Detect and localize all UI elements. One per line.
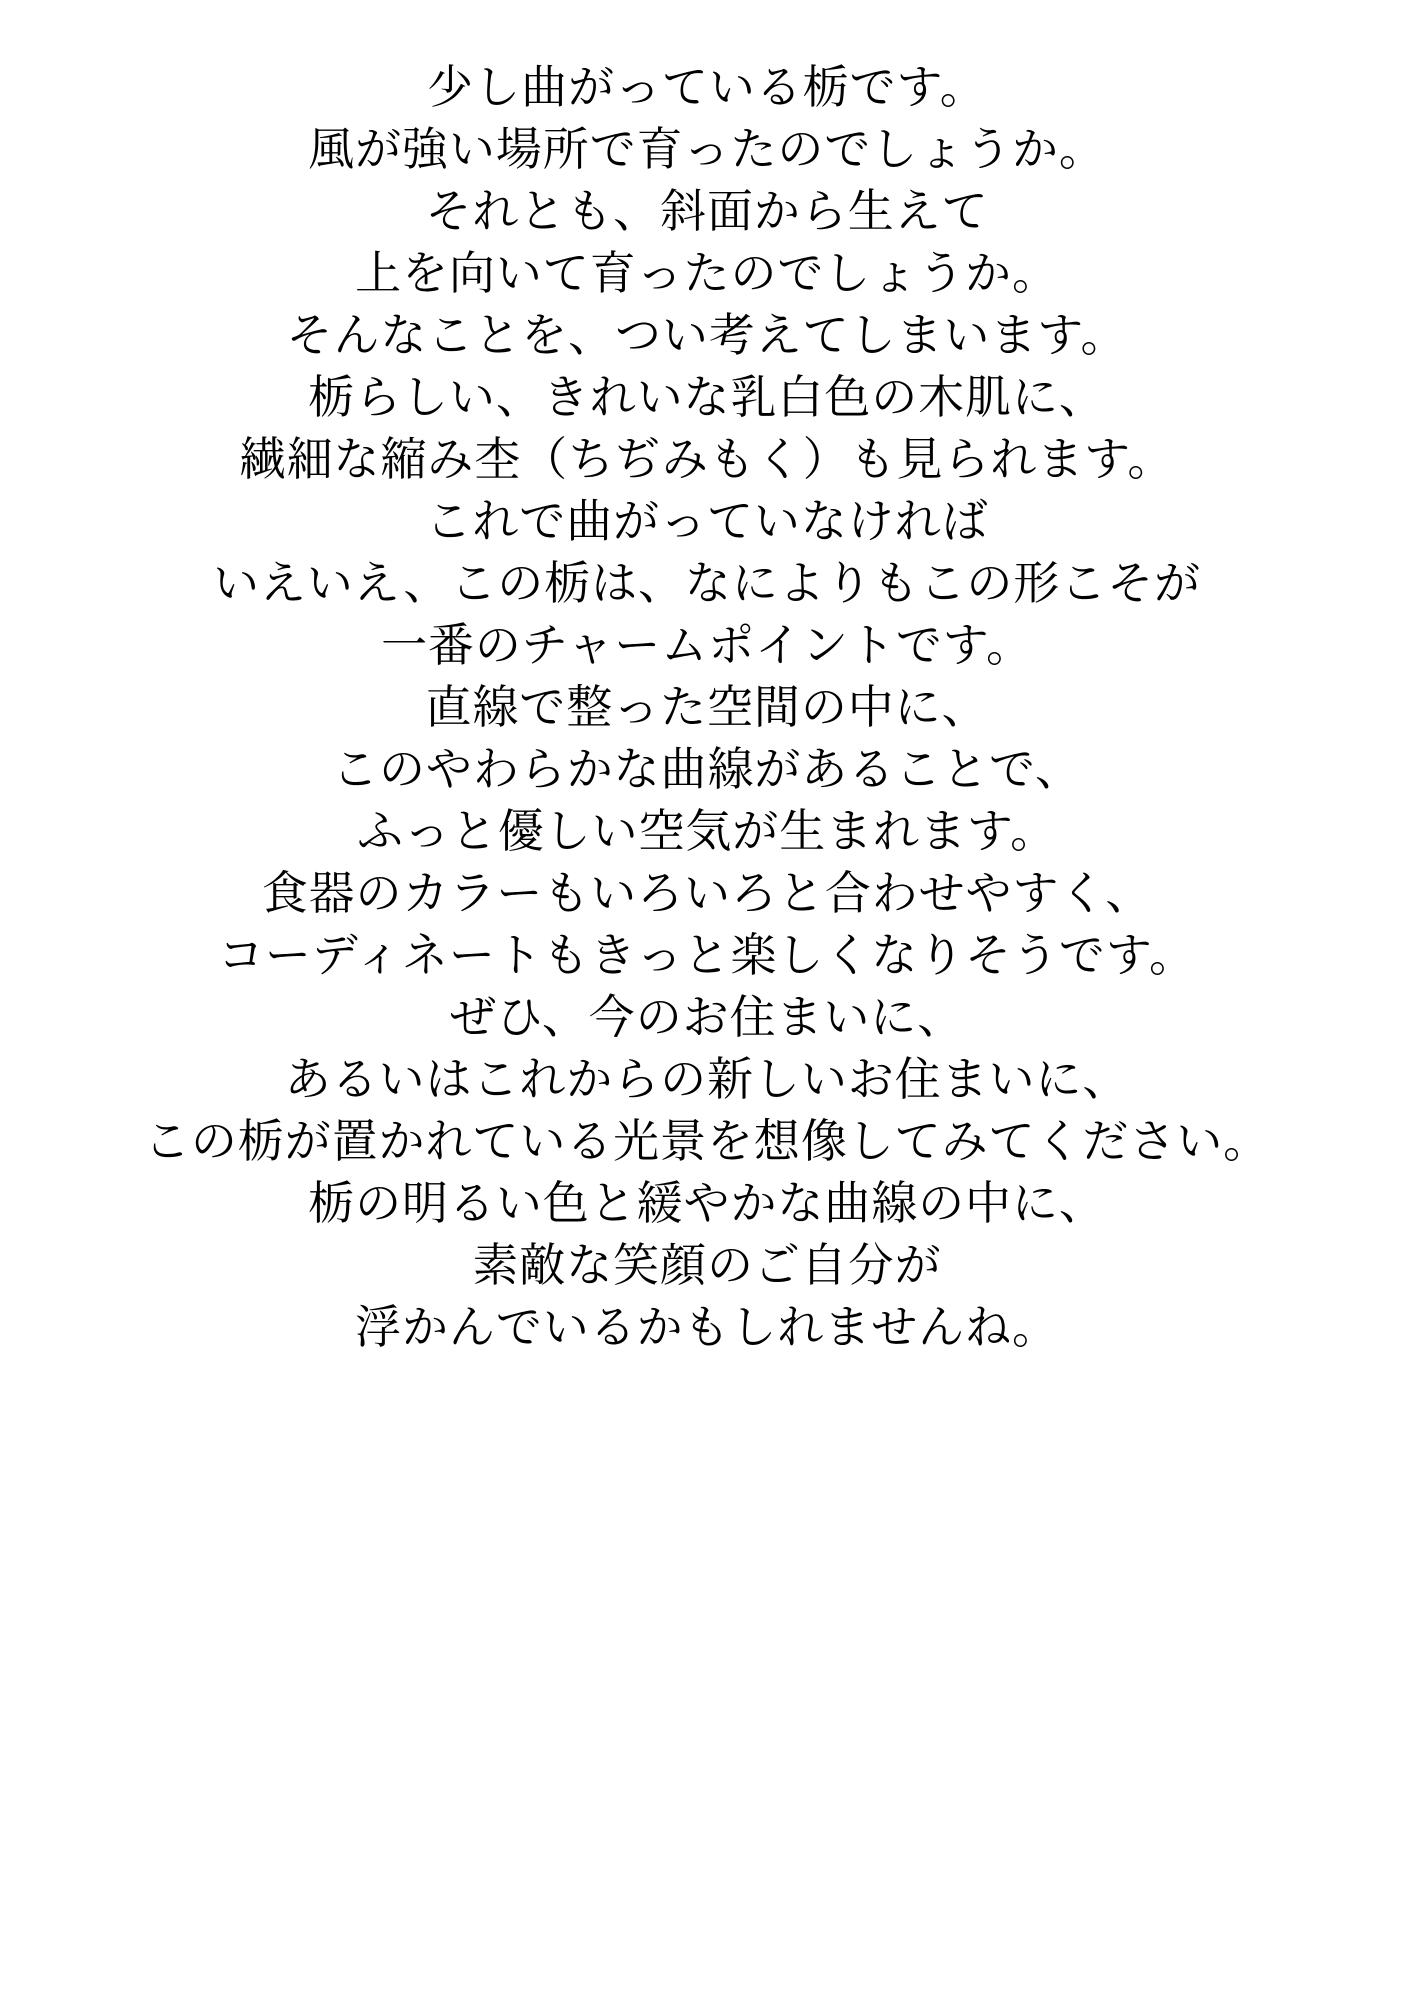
text-line: これで曲がっていなければ bbox=[425, 494, 989, 548]
text-line: 繊細な縮み杢（ちぢみもく）も見られます。 bbox=[239, 432, 1175, 486]
text-line: 栃の明るい色と緩やかな曲線の中に、 bbox=[308, 1176, 1106, 1230]
text-line: いえいえ、この栃は、なによりもこの形こそが bbox=[212, 556, 1202, 610]
text-line: このやわらかな曲線があることで、 bbox=[332, 742, 1082, 796]
text-line: コーディネートもきっと楽しくなりそうです。 bbox=[218, 928, 1196, 982]
text-line: 浮かんでいるかもしれませんね。 bbox=[355, 1300, 1059, 1354]
text-line: ぜひ、今のお住まいに、 bbox=[449, 990, 965, 1044]
text-line: 食器のカラーもいろいろと合わせやすく、 bbox=[261, 866, 1153, 920]
text-line: ふっと優しい空気が生まれます。 bbox=[356, 804, 1058, 858]
text-line: あるいはこれからの新しいお住まいに、 bbox=[284, 1052, 1130, 1106]
text-line: そんなことを、つい考えてしまいます。 bbox=[286, 308, 1128, 362]
text-line: 素敵な笑顔のご自分が bbox=[472, 1238, 942, 1292]
poem-text-block bbox=[40, 56, 1374, 1358]
text-line: 栃らしい、きれいな乳白色の木肌に、 bbox=[308, 370, 1106, 424]
text-line: 一番のチャームポイントです。 bbox=[381, 618, 1033, 672]
text-line: それとも、斜面から生えて bbox=[425, 184, 989, 238]
text-line: 直線で整った空間の中に、 bbox=[425, 680, 989, 734]
text-line: 少し曲がっている栃です。 bbox=[427, 60, 987, 114]
text-line: 風が強い場所で育ったのでしょうか。 bbox=[308, 122, 1106, 176]
text-line: この栃が置かれている光景を想像してみてください。 bbox=[143, 1114, 1271, 1168]
text-line: 上を向いて育ったのでしょうか。 bbox=[355, 246, 1059, 300]
